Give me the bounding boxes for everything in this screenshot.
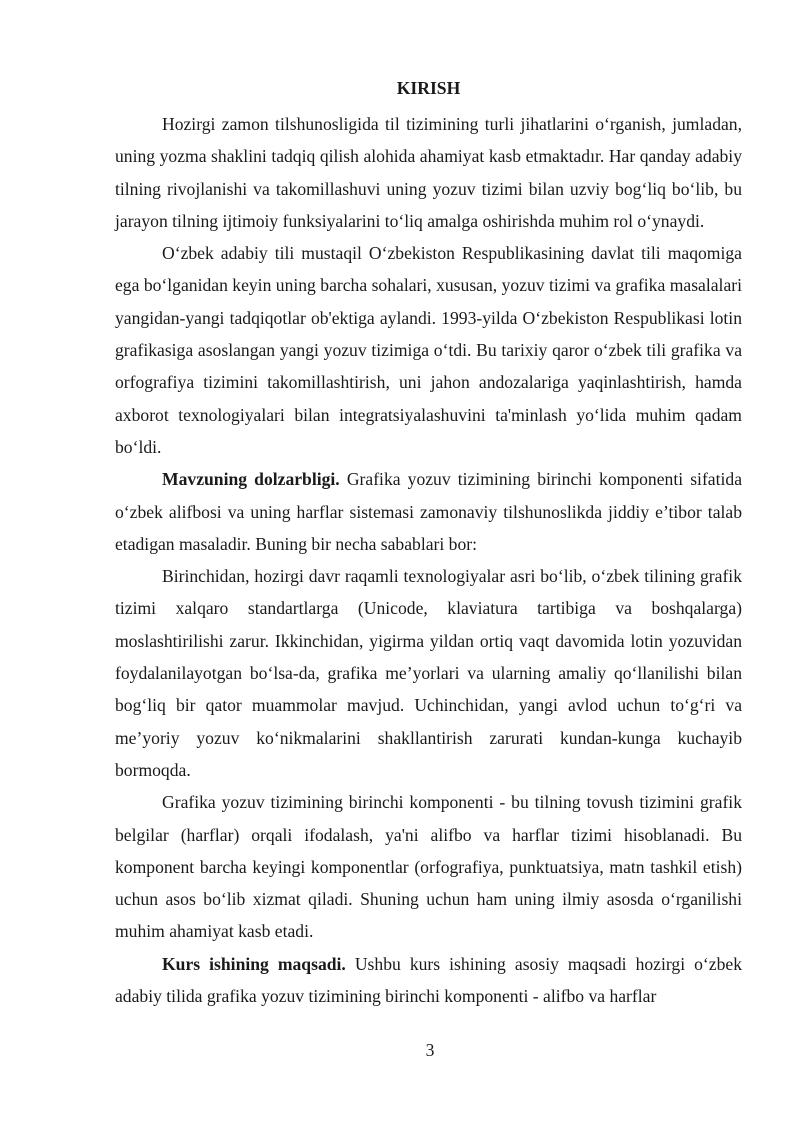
paragraph-text: Hozirgi zamon tilshunosligida til tizimining turli jihatlarini o‘rganish, jumladan, uning yozma shaklini tadqiq qilish alohida ahamiyat kasb etmaktadır. Har qanday adabiy tilning rivojlanishi va takomillashuvi uning yozuv tizimi bilan uzviy bog‘liq bo‘lib, bu jarayon tilning ijtimoiy funksiyalarini to‘liq amalga oshirishda muhim rol o‘ynaydi. [115,114,742,231]
paragraph [115,463,742,560]
paragraph-lead-heading: Mavzuning dolzarbligi. [162,469,340,490]
paragraph-lead-heading: Kurs ishining maqsadi. [162,953,346,974]
document-body [115,76,742,1012]
paragraph [115,108,742,237]
paragraph [115,786,742,947]
page-number: 3 [425,1040,435,1060]
paragraph [115,560,742,786]
paragraph [115,237,742,463]
paragraph-text: O‘zbek adabiy tili mustaqil O‘zbekiston Respublikasining davlat tili maqomiga ega bo‘lganidan keyin uning barcha sohalari, xususan, yozuv tizimi va grafika masalalari yangidan-yangi tadqiqotlar ob'ektiga aylandi. 1993-yilda O‘zbekiston Respublikasi lotin grafikasiga asoslangan yangi yozuv tizimiga o‘tdi. Bu tarixiy qaror o‘zbek tili grafika va orfografiya tizimini takomillashtirish, uni jahon andozalariga yaqinlashtirish, hamda axborot texnologiyalari bilan integratsiyalashuvini ta'minlash yo‘lida muhim qadam bo‘ldi. [115,243,742,457]
paragraph [115,948,742,1013]
paragraph-text: Grafika yozuv tizimining birinchi komponenti sifatida o‘zbek alifbosi va uning harflar sistemasi zamonaviy tilshunoslikda jiddiy e’tibor talab etadigan masaladir. Buning bir necha sabablari bor: [115,469,742,554]
section-title: KIRISH [396,78,461,98]
paragraph-text: Grafika yozuv tizimining birinchi komponenti - bu tilning tovush tizimini grafik belgilar (harflar) orqali ifodalash, ya'ni alifbo va harflar tizimi hisoblanadi. Bu komponent barcha keyingi komponentlar (orfografiya, punktuatsiya, matn tashkil etish) uchun asos bo‘lib xizmat qiladi. Shuning uchun ham uning ilmiy asosda o‘rganilishi muhim ahamiyat kasb etadi. [115,792,742,942]
paragraph-text: Birinchidan, hozirgi davr raqamli texnologiyalar asri bo‘lib, o‘zbek tilining grafik tizimi xalqaro standartlarga (Unicode, klaviatura tartibiga va boshqalarga) moslashtirilishi zarur. Ikkinchidan, yigirma yildan ortiq vaqt davomida lotin yozuvidan foydalanilayotgan bo‘lsa-da, grafika me’yorlari va ularning amaliy qo‘llanilishi bilan bog‘liq bir qator muammolar mavjud. Uchinchidan, yangi avlod uchun to‘g‘ri va me’yoriy yozuv ko‘nikmalarini shakllantirish zarurati kundan-kunga kuchayib bormoqda. [115,566,742,780]
paragraph-text: Ushbu kurs ishining asosiy maqsadi hozirgi o‘zbek adabiy tilida grafika yozuv tizimining birinchi komponenti - alifbo va harflar [115,953,742,1007]
